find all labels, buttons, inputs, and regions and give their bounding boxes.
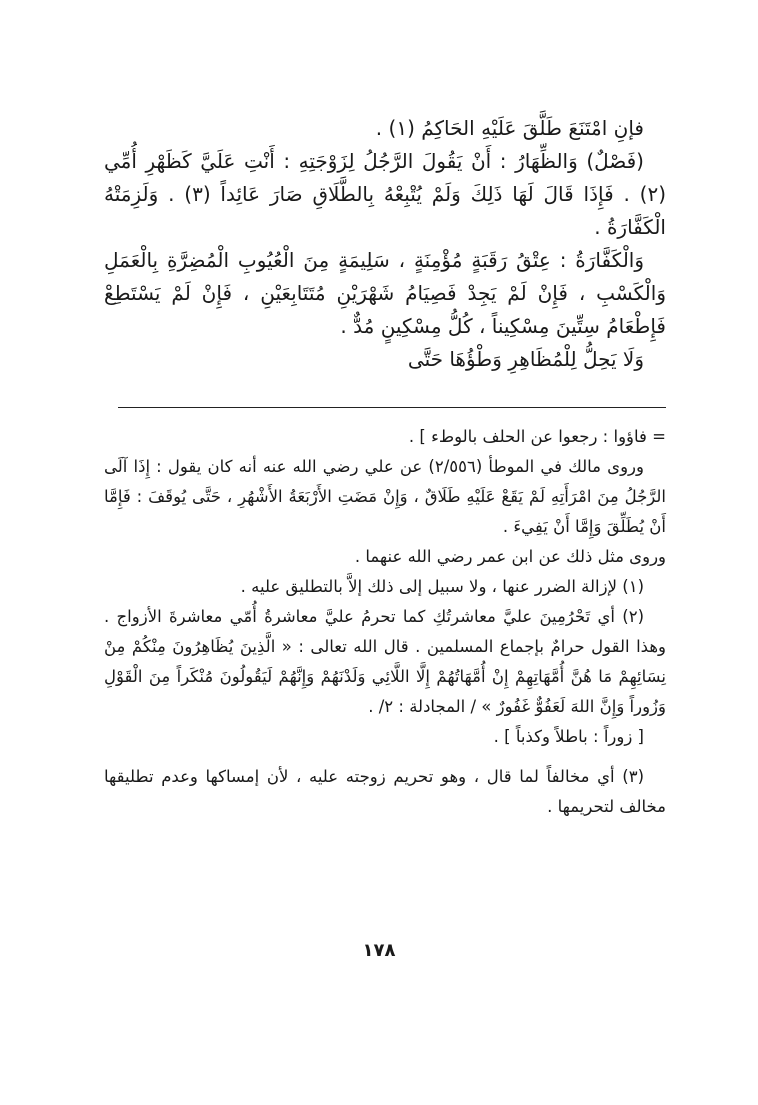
footnote-1: (١) لإزالة الضرر عنها ، ولا سبيل إلى ذلك إلاَّ بالتطليق عليه . — [240, 577, 644, 596]
main-last-line: وَلَا يَحِلُّ لِلْمُظَاهِرِ وَطْؤُهَا حَتَّى — [407, 347, 644, 371]
footnote-2: (٢) أي تَحْرُمِينَ عليَّ معاشرتُكِ كما تحرمُ عليَّ معاشرةُ أُمّي معاشرةَ الأزواج . وهذا القول حرامٌ بإجماع المسلمين . قال الله تعالى : « الَّذِينَ يُظَاهِرُونَ مِنْكُمْ مِنْ نِسَائِهِمْ مَا هُنَّ أُمَّهَاتِهِمْ إِنْ أُمَّهَاتُهُمْ إِلَّا اللَّائِي وَلَدْنَهُمْ وَإِنَّهُمْ لَيَقُولُونَ مُنْكَراً مِنَ الْقَوْلِ وَزُوراً وَإِنَّ اللهَ لَعَفُوٌّ غَفُورٌ » / المجادلة : ٢/ . — [104, 607, 666, 716]
footnote-3: (٣) أي مخالفاً لما قال ، وهو تحريم زوجته عليه ، لأن إمساكها وعدم تطليقها مخالف لتحريمها . — [104, 767, 666, 816]
footnote-ibn-umar: وروى مثل ذلك عن ابن عمر رضي الله عنهما . — [354, 547, 666, 566]
main-line-1: فإنِ امْتَنَعَ طَلَّقَ عَلَيْهِ الحَاكِمُ (١) . — [375, 116, 644, 140]
kaffara-paragraph: وَالْكَفَّارَةُ : عِتْقُ رَقَبَةٍ مُؤْمِنَةٍ ، سَلِيمَةٍ مِنَ الْعُيُوبِ الْمُضِرَّةِ بِالْعَمَلِ وَالْكَسْبِ ، فَإِنْ لَمْ يَجِدْ فَصِيَامُ شَهْرَيْنِ مُتَتَابِعَيْنِ ، فَإِنْ لَمْ يَسْتَطِعْ فَإِطْعَامُ سِتِّينَ مِسْكِيناً ، كُلُّ مِسْكِينٍ مُدٌّ . — [104, 248, 666, 338]
footnote-divider — [118, 407, 666, 408]
footnote-zur: [ زوراً : باطلاً وكذباً ] . — [493, 727, 644, 746]
zihar-definition: (فَصْلٌ) وَالظِّهَارُ : أَنْ يَقُولَ الرَّجُلُ لِزَوْجَتِهِ : أَنْتِ عَلَيَّ كَظَهْرِ أُمِّي (٢) . فَإِذَا قَالَ لَهَا ذَلِكَ وَلَمْ يُتْبِعْهُ بِالطَّلَاقِ صَارَ عَائِداً (٣) . وَلَزِمَتْهُ الْكَفَّارَةُ . — [104, 149, 666, 239]
footnote-malik: وروى مالك في الموطأ (٢/٥٥٦) عن علي رضي الله عنه أنه كان يقول : إِذَا آلَى الرَّجُلُ مِنَ امْرَأَتِهِ لَمْ يَقَعْ عَلَيْهِ طَلَاقٌ ، وَإِنْ مَضَتِ الأَرْبَعَةُ الأَشْهُرِ ، حَتَّى يُوقَفَ : فَإِمَّا أَنْ يُطَلِّقَ وَإِمَّا أَنْ يَفِيءَ . — [104, 457, 666, 536]
main-text — [104, 112, 666, 376]
footnote-continuation: = فاؤوا : رجعوا عن الحلف بالوطء ] . — [408, 427, 666, 446]
page-number: ١٧٨ — [362, 940, 396, 961]
footnotes — [104, 422, 666, 822]
